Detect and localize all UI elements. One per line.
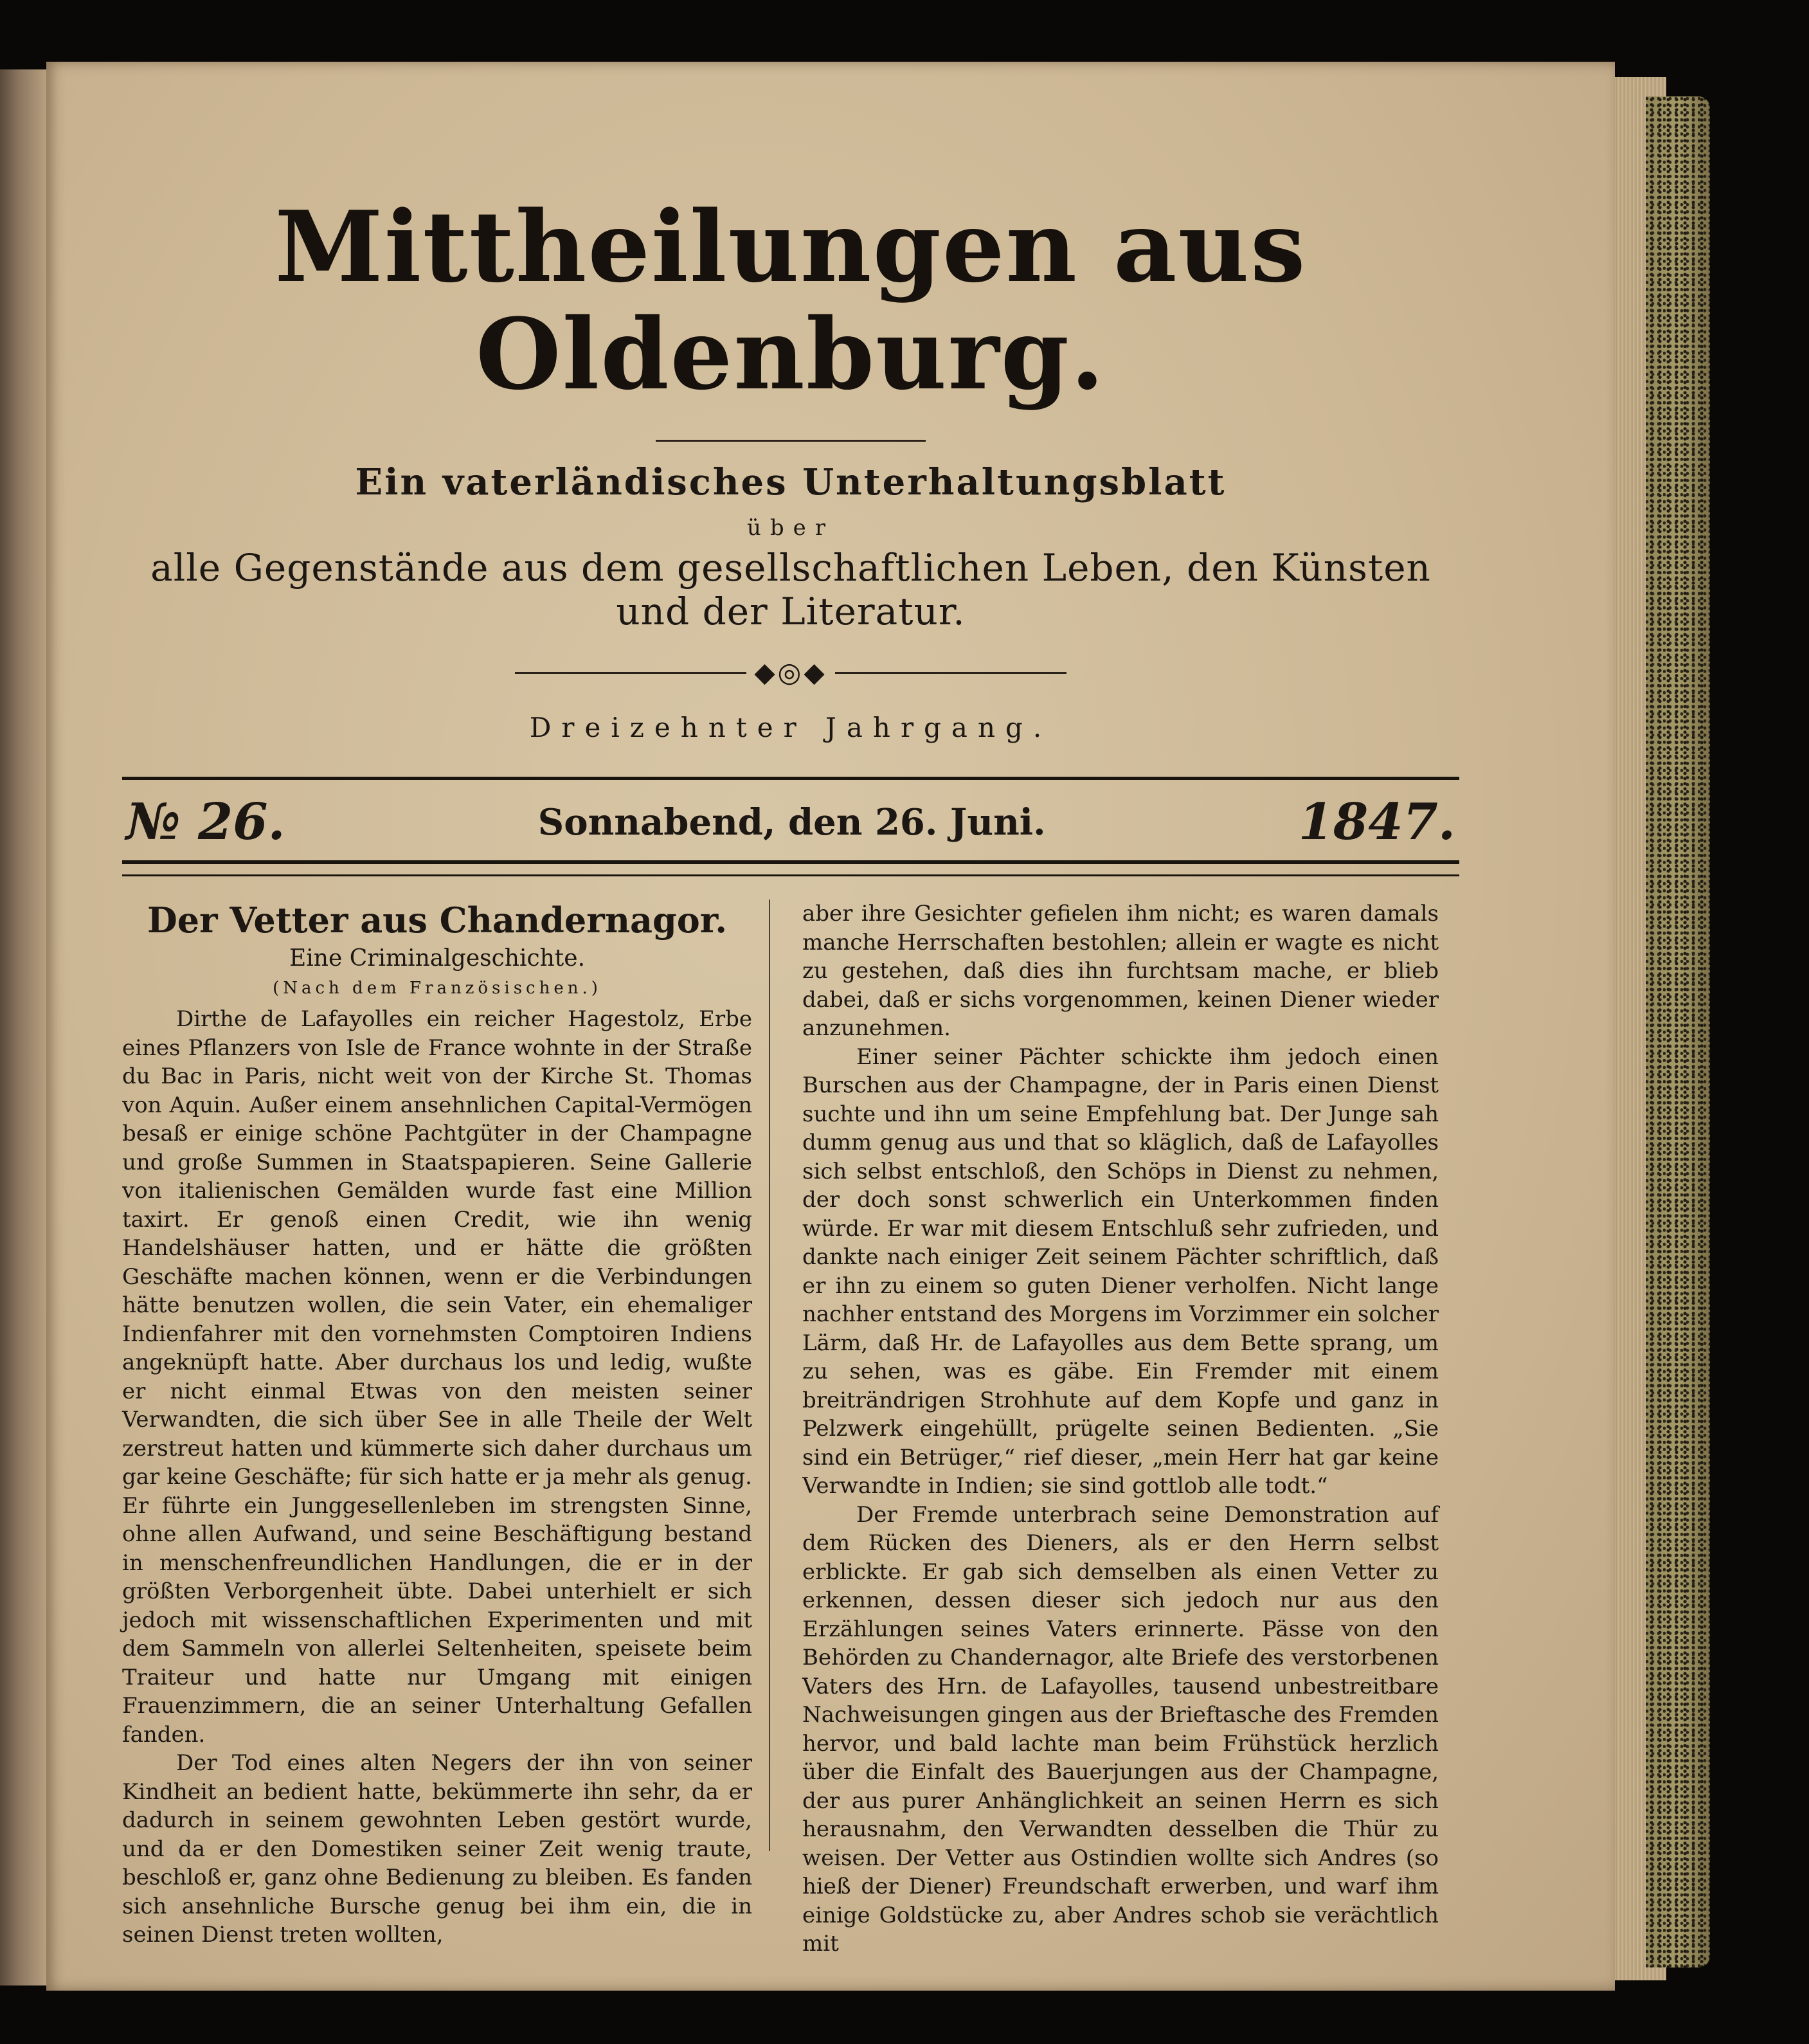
- issue-number: № 26.: [126, 793, 285, 852]
- paragraph: aber ihre Gesichter gefielen ihm nicht; es waren damals manche Herrschaften bestohlen; allein er wagte es nicht zu gestehen, daß dies ihn furchtsam mache, er blieb dabei, daß er sichs vorgenommen, keinen Diener wieder anzunehmen.: [802, 901, 1439, 1042]
- ornament-line-right: [835, 672, 1066, 674]
- masthead-subtitle-2: alle Gegenstände aus dem gesellschaftlichen Leben, den Künsten und der Literatur.: [150, 546, 1431, 634]
- column-right: [802, 900, 1439, 1958]
- paragraph: Dirthe de Lafayolles ein reicher Hagestolz, Erbe eines Pflanzers von Isle de France wohnte in der Straße du Bac in Paris, nicht weit von der Kirche St. Thomas von Aquin. Außer einem ansehnlichen Capital-Vermögen besaß er einige schöne Pachtgüter in der Champagne und große Summen in Staatspapieren. Seine Gallerie von italienischen Gemälden wurde fast eine Million taxirt. Er genoß einen Credit, wie ihn wenig Handelshäuser hatten, und er hätte die größten Geschäfte machen können, wenn er die Verbindungen hätte benutzen wollen, die sein Vater, ein ehemaliger Indienfahrer mit den vornehmsten Comptoiren Indiens angeknüpft hatte. Aber durchaus los und ledig, wußte er nicht einmal Etwas von den meisten seiner Verwandten, die sich über See in alle Theile der Welt zerstreut hatten und kümmerte sich daher durchaus um gar keine Geschäfte; für sich hatte er ja mehr als genug. Er führte ein Junggesellenleben im strengsten Sinne, ohne allen Aufwand, und seine Beschäftigung bestand in menschenfreundlichen Handlungen, die er in der größten Verborgenheit übte. Dabei unterhielt er sich jedoch mit wissenschaftlichen Experimenten und mit dem Sammeln von allerlei Seltenheiten, speisete beim Traiteur und hatte nur Umgang mit einigen Frauenzimmern, die an seiner Unterhaltung Gefallen fanden.: [122, 1006, 752, 1748]
- column-divider: [769, 900, 770, 1851]
- paragraph: Der Fremde unterbrach seine Demonstration auf dem Rücken des Dieners, als er den Herrn selbst erblickte. Er gab sich demselben als einen Vetter zu erkennen, dessen dieser sich jedoch nur aus den Erzählungen seines Vaters erinnerte. Pässe von den Behörden zu Chandernagor, alte Briefe des verstorbenen Vaters des Hrn. de Lafayolles, tausend unbestreitbare Nachweisungen gingen aus der Brieftasche des Fremden hervor, und bald lachte man beim Frühstück herzlich über die Einfalt des Bauerjungen aus der Champagne, der aus purer Anhänglichkeit an seinen Herrn es sich herausnahm, den Verwandten desselben die Thür zu weisen. Der Vetter aus Ostindien wollte sich Andres (so hieß der Diener) Freundschaft erwerben, und warf ihm einige Goldstücke zu, aber Andres schob sie verächtlich mit: [802, 1501, 1439, 1957]
- article-subtitle: Eine Criminalgeschichte.: [289, 945, 586, 972]
- masthead-subtitle: Ein vaterländisches Unterhaltungsblatt: [355, 461, 1227, 504]
- facing-page-edge: [0, 69, 46, 1985]
- article-title: Der Vetter aus Chandernagor.: [147, 900, 728, 941]
- column-left: [122, 900, 752, 1958]
- page-content: [122, 122, 1459, 1958]
- paragraph: Einer seiner Pächter schickte ihm jedoch einen Burschen aus der Champagne, der in Paris einen Dienst suchte und ihn um seine Empfehlung bat. Der Junge sah dumm genug aus und that so kläglich, daß de Lafayolles sich selbst entschloß, den Schöps in Dienst zu nehmen, der doch sonst schwerlich ein Unterkommen finden würde. Er war mit diesem Entschluß sehr zufrieden, und dankte nach einiger Zeit seinem Pächter schriftlich, daß er ihn zu einem so guten Diener verholfen. Nicht lange nachher entstand des Morgens im Vorzimmer ein solcher Lärm, daß Hr. de Lafayolles aus dem Bette sprang, um zu sehen, was es gäbe. Ein Fremder mit einem breiträndrigen Strohhute auf dem Kopfe und ganz in Pelzwerk eingehüllt, prügelte seinen Bedienten. „Sie sind ein Betrüger,“ rief dieser, „mein Herr hat gar keine Verwandte in Indien; sie sind gottlob alle todt.“: [802, 1044, 1439, 1499]
- paragraph: Der Tod eines alten Negers der ihn von seiner Kindheit an bedient hatte, bekümmerte ihn sehr, da er dadurch in seinem gewohnten Leben gestört wurde, und da er den Domestiken seiner Zeit wenig traute, beschloß er, ganz ohne Bedienung zu bleiben. Es fanden sich ansehnliche Bursche genug bei ihm ein, die in seinen Dienst treten wollten,: [122, 1750, 752, 1948]
- masthead-ueber: über: [746, 515, 835, 541]
- masthead-rule: [656, 440, 926, 442]
- volume-year: Dreizehnter Jahrgang.: [529, 712, 1052, 744]
- ornament-icon: ◆◎◆: [754, 656, 827, 689]
- issue-date: Sonnabend, den 26. Juni.: [537, 800, 1046, 844]
- issue-year: 1847.: [1298, 793, 1455, 852]
- issue-rule-bottom: [122, 860, 1459, 876]
- ornament-line-left: [515, 672, 746, 674]
- book-spine: [1646, 96, 1710, 1967]
- ornament-divider: [122, 656, 1459, 689]
- article-columns: [122, 900, 1459, 1958]
- article-note: (Nach dem Französischen.): [273, 978, 602, 998]
- masthead-title: Mittheilungen aus Oldenburg.: [274, 189, 1307, 412]
- issue-line: [122, 780, 1459, 860]
